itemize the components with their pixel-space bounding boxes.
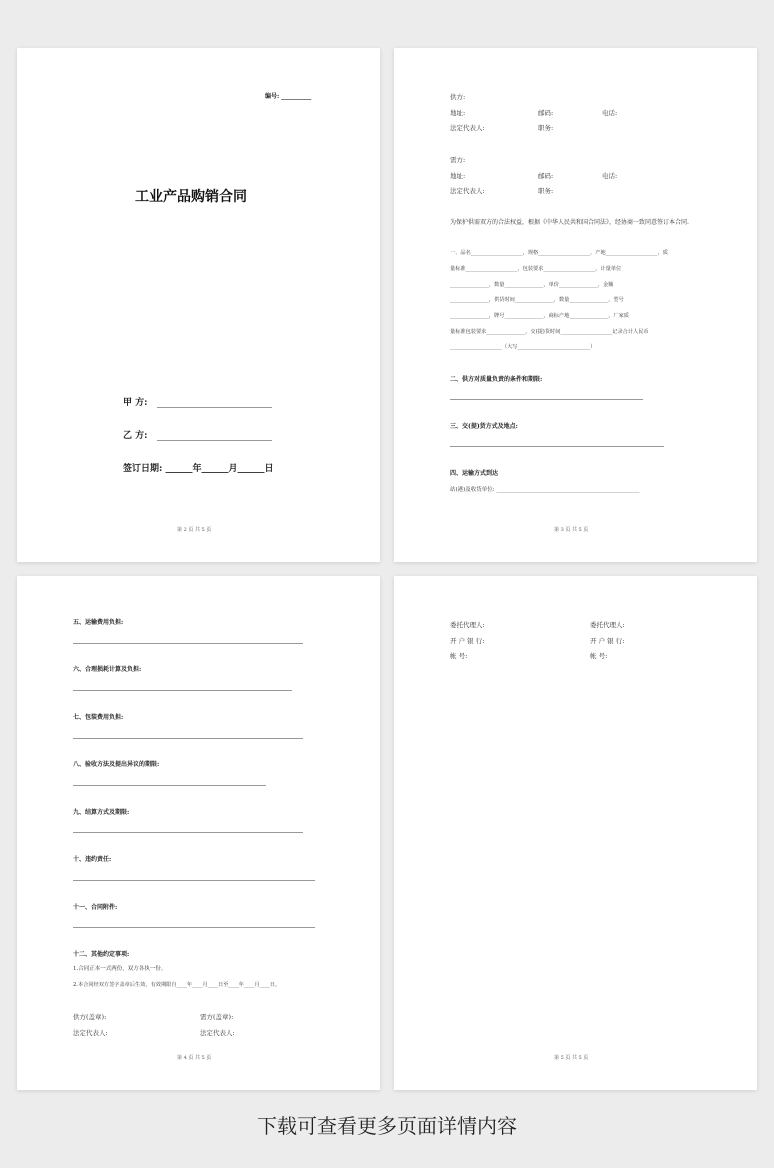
item1-line1: 一、品名____________________，规格____________________，产地____________________，质 bbox=[450, 250, 668, 256]
supplier-postcode-label: 邮码: bbox=[538, 109, 554, 117]
section-6-heading: 六、合理损耗计算及负担: bbox=[73, 666, 142, 673]
party-b-label: 乙 方: bbox=[123, 431, 148, 441]
section-4-subline: 站(港)及收货单位: ____________________________________________________ bbox=[450, 487, 640, 493]
item1-line7: ____________________（大写____________________________） bbox=[450, 344, 596, 350]
supplier-account-label: 帐 号: bbox=[450, 652, 468, 660]
item1-line6: 量标准包装要求_______________，交(提)货时间____________________记录合计人民币 bbox=[450, 329, 649, 335]
supplier-label: 供方: bbox=[450, 93, 466, 101]
supplier-legal-rep-label: 法定代表人: bbox=[450, 124, 485, 132]
buyer-bank-label: 开 户 银 行: bbox=[590, 637, 625, 645]
supplier-legal-rep-label: 法定代表人: bbox=[73, 1029, 108, 1037]
section-11-heading: 十一、合同附件: bbox=[73, 904, 118, 911]
section-9-heading: 九、结算方式及期限: bbox=[73, 809, 130, 816]
buyer-label: 需方: bbox=[450, 156, 466, 164]
buyer-legal-rep-label: 法定代表人: bbox=[200, 1029, 235, 1037]
page-footer: 第 5 页 共 5 页 bbox=[554, 1055, 589, 1061]
section-8-heading: 八、验收方法及提出异议的期限: bbox=[73, 761, 160, 768]
section-7-line bbox=[73, 738, 303, 739]
item1-line3: _______________，数量_______________，单价_______________，金额 bbox=[450, 282, 614, 288]
section-12-heading: 十二、其他约定事项: bbox=[73, 951, 130, 958]
section-4-heading: 四、运输方式到达 bbox=[450, 470, 499, 477]
party-b-line bbox=[157, 440, 272, 441]
supplier-phone-label: 电话: bbox=[602, 109, 618, 117]
section-9-line bbox=[73, 832, 303, 833]
page-cover bbox=[17, 48, 380, 562]
buyer-postcode-label: 邮码: bbox=[538, 172, 554, 180]
section-5-heading: 五、运输费用负担: bbox=[73, 619, 124, 626]
supplier-address-label: 地址: bbox=[450, 109, 466, 117]
section-10-heading: 十、违约责任: bbox=[73, 856, 112, 863]
buyer-account-label: 帐 号: bbox=[590, 652, 608, 660]
supplier-agent-label: 委托代理人: bbox=[450, 621, 485, 629]
contract-title: 工业产品购销合同 bbox=[135, 189, 247, 205]
buyer-seal-label: 需方(盖章): bbox=[200, 1013, 234, 1021]
page-terms bbox=[17, 576, 380, 1090]
section-12-item-1: 1.合同正本一式两份，双方各执一份。 bbox=[73, 966, 167, 972]
buyer-phone-label: 电话: bbox=[602, 172, 618, 180]
buyer-address-label: 地址: bbox=[450, 172, 466, 180]
party-a-label: 甲 方: bbox=[123, 398, 148, 408]
section-5-line bbox=[73, 643, 303, 644]
buyer-agent-label: 委托代理人: bbox=[590, 621, 625, 629]
page-footer: 第 2 页 共 5 页 bbox=[177, 527, 212, 533]
download-caption: 下载可查看更多页面详情内容 bbox=[257, 1114, 517, 1138]
item1-line5: _______________，牌号_______________，商标产地_______________，厂家质 bbox=[450, 313, 629, 319]
section-8-line bbox=[73, 785, 266, 786]
section-10-line bbox=[73, 880, 315, 881]
page-parties bbox=[394, 48, 757, 562]
section-3-heading: 三、交(提)货方式及地点: bbox=[450, 423, 518, 430]
item1-line2: 量标准____________________，包装要求____________________，计量单位 bbox=[450, 266, 622, 272]
supplier-seal-label: 供方(盖章): bbox=[73, 1013, 107, 1021]
section-3-line bbox=[450, 446, 664, 447]
page-footer: 第 4 页 共 5 页 bbox=[177, 1055, 212, 1061]
section-11-line bbox=[73, 927, 315, 928]
page-signatures bbox=[394, 576, 757, 1090]
contract-number-label: 编号: __________ bbox=[265, 93, 312, 100]
buyer-legal-rep-label: 法定代表人: bbox=[450, 187, 485, 195]
supplier-position-label: 职务: bbox=[538, 124, 554, 132]
page-footer: 第 3 页 共 5 页 bbox=[554, 527, 589, 533]
item1-line4: _______________，供货时间_______________，数量_______________，型号 bbox=[450, 297, 624, 303]
intro-paragraph: 为保护供需双方的合法权益，根据《中华人民共和国合同法》，经协商一致同意签订本合同. bbox=[450, 219, 689, 226]
section-7-heading: 七、包装费用负担: bbox=[73, 714, 124, 721]
section-6-line bbox=[73, 690, 292, 691]
supplier-bank-label: 开 户 银 行: bbox=[450, 637, 485, 645]
section-12-item-2: 2.本合同经双方签字盖章后生效，有效期限自____年____月____日至____年____月____日。 bbox=[73, 982, 281, 988]
party-a-line bbox=[157, 407, 272, 408]
buyer-position-label: 职务: bbox=[538, 187, 554, 195]
sign-date-label: 签订日期: ______年______月______日 bbox=[123, 464, 274, 474]
section-2-line bbox=[450, 399, 643, 400]
section-2-heading: 二、供方对质量负责的条件和期限: bbox=[450, 376, 543, 383]
